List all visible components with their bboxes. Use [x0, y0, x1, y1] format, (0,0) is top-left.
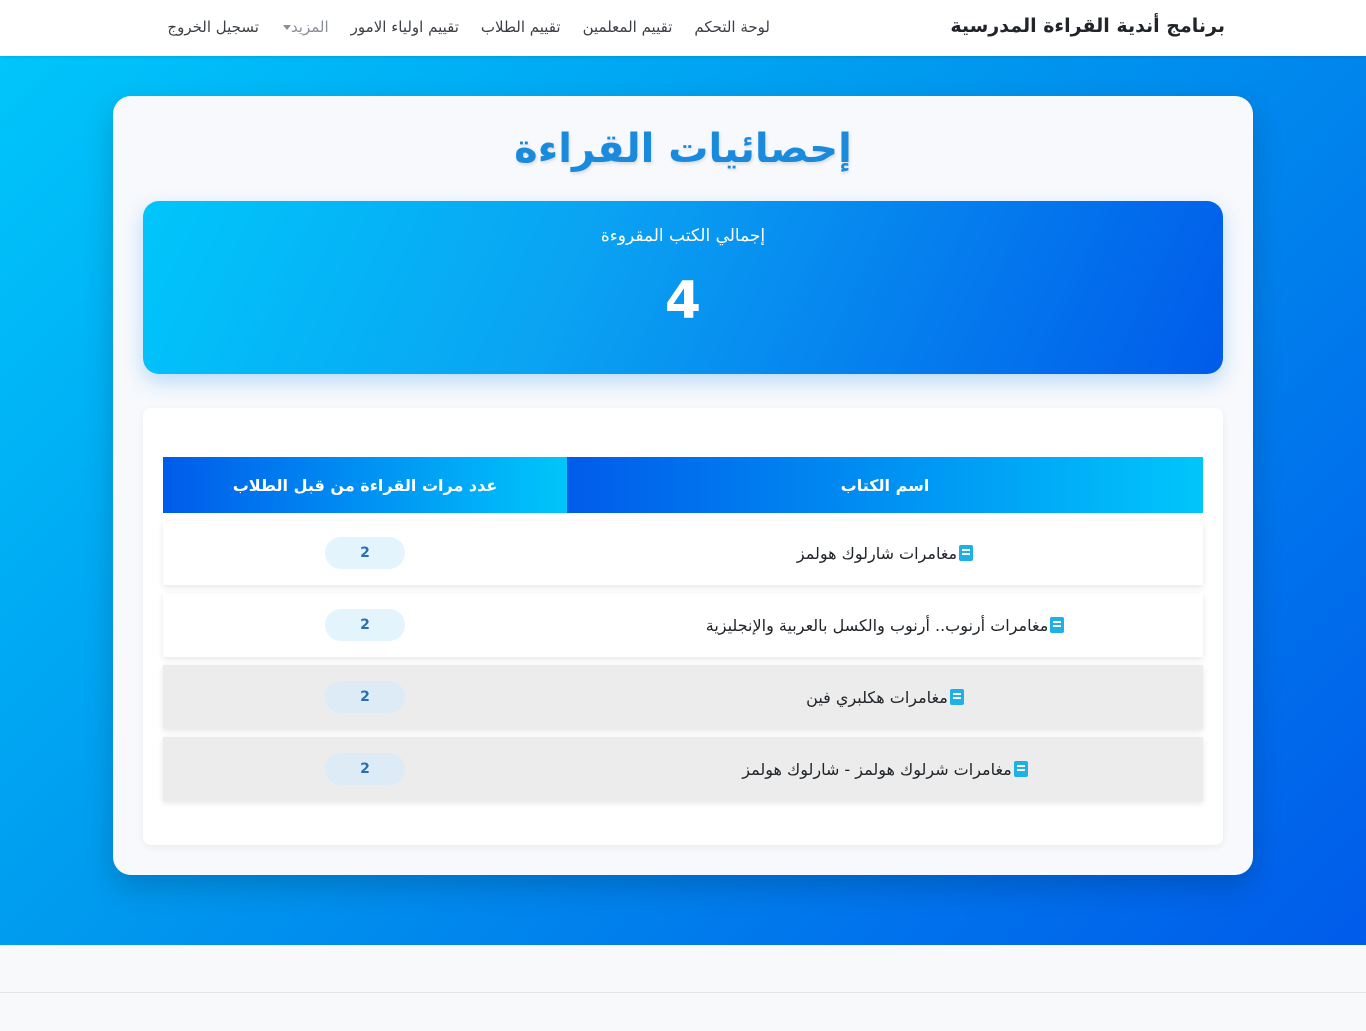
read-count-badge: 2	[325, 537, 405, 569]
footer	[0, 945, 1366, 1031]
nav-more-label: المزيد	[290, 18, 329, 36]
total-books-value: 4	[664, 271, 702, 331]
table-row	[163, 665, 1203, 729]
book-icon	[1050, 617, 1064, 633]
count-cell	[163, 737, 567, 801]
books-table-panel	[143, 408, 1223, 845]
books-table	[163, 457, 1203, 801]
book-title: مغامرات أرنوب.. أرنوب والكسل بالعربية والإنجليزية	[705, 615, 1049, 635]
nav-dashboard[interactable]: لوحة التحكم	[694, 18, 770, 36]
top-navbar	[0, 0, 1366, 56]
nav-logout[interactable]: تسجيل الخروج	[167, 18, 259, 36]
book-icon	[959, 545, 973, 561]
caret-down-icon	[283, 25, 291, 30]
nav-more-dropdown[interactable]	[281, 18, 329, 36]
nav-links	[167, 18, 770, 36]
table-header	[163, 457, 1203, 513]
total-books-label: إجمالي الكتب المقروءة	[600, 226, 766, 246]
nav-teacher-evaluation[interactable]: تقييم المعلمين	[582, 18, 673, 36]
book-cell	[567, 665, 1203, 729]
count-cell	[163, 521, 567, 585]
read-count-badge: 2	[325, 681, 405, 713]
book-icon	[1014, 761, 1028, 777]
header-book-name: اسم الكتاب	[567, 457, 1203, 513]
table-row	[163, 593, 1203, 657]
footer-divider	[0, 992, 1366, 993]
total-books-box	[143, 201, 1223, 374]
table-row	[163, 521, 1203, 585]
gradient-background	[0, 56, 1366, 945]
read-count-badge: 2	[325, 753, 405, 785]
brand-title[interactable]: برنامج أندية القراءة المدرسية	[950, 15, 1225, 37]
nav-parent-evaluation[interactable]: تقييم اولياء الامور	[350, 18, 459, 36]
nav-student-evaluation[interactable]: تقييم الطلاب	[480, 18, 561, 36]
statistics-card	[113, 96, 1253, 875]
page-title: إحصائيات القراءة	[514, 126, 852, 172]
count-cell	[163, 665, 567, 729]
header-read-count: عدد مرات القراءة من قبل الطلاب	[163, 457, 567, 513]
book-icon	[950, 689, 964, 705]
book-cell	[567, 737, 1203, 801]
book-cell	[567, 593, 1203, 657]
table-row	[163, 737, 1203, 801]
count-cell	[163, 593, 567, 657]
book-title: مغامرات شارلوك هولمز	[796, 543, 958, 563]
book-title: مغامرات شرلوك هولمز - شارلوك هولمز	[742, 759, 1012, 779]
read-count-badge: 2	[325, 609, 405, 641]
book-title: مغامرات هكلبري فين	[806, 687, 948, 707]
book-cell	[567, 521, 1203, 585]
